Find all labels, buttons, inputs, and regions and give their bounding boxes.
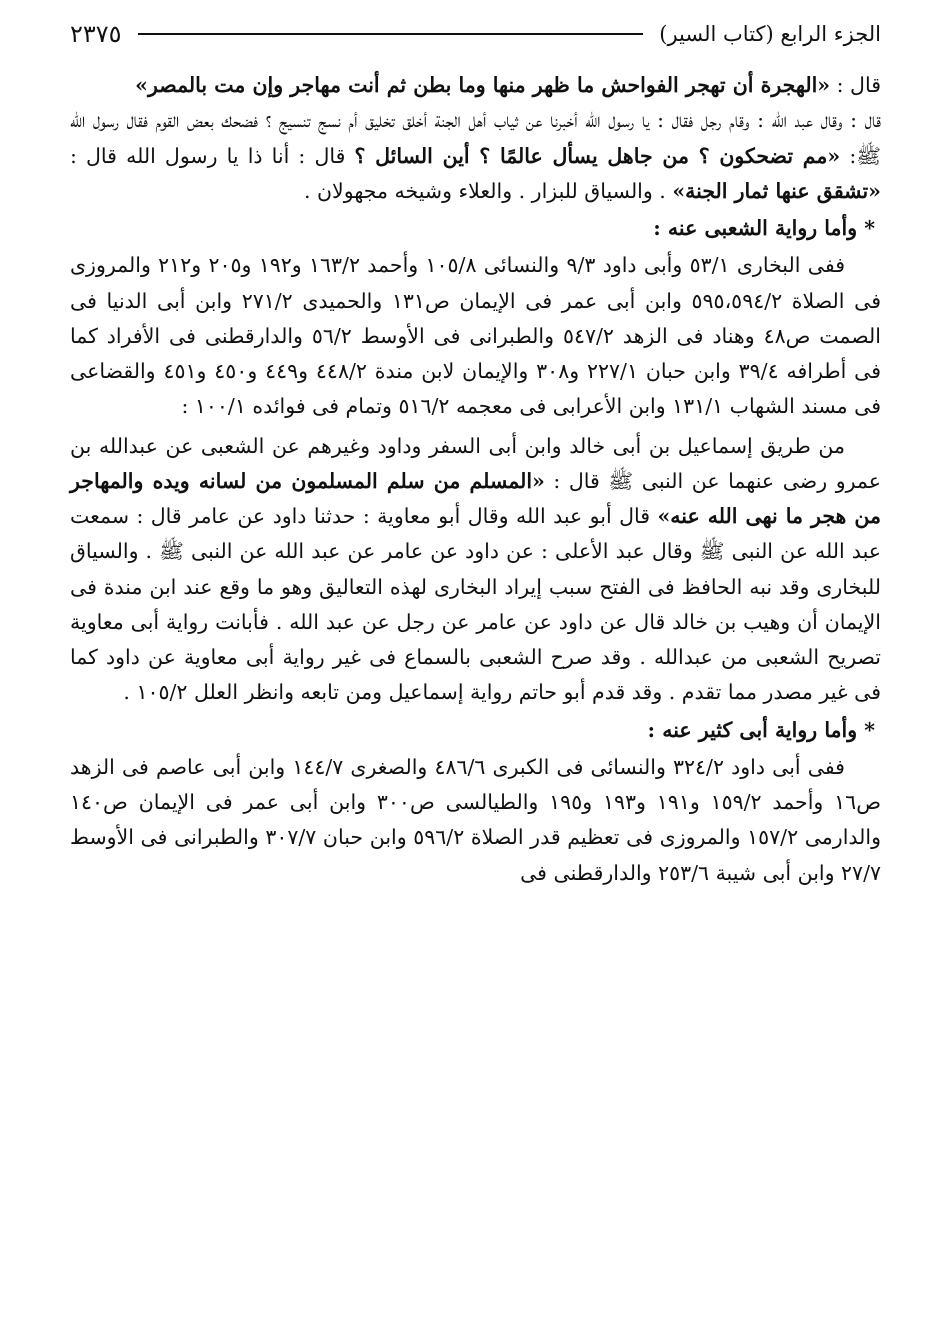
- section-heading-abi-kathir: * وأما رواية أبى كثير عنه :: [647, 717, 875, 742]
- section-heading-shabi: * وأما رواية الشعبى عنه :: [653, 216, 875, 240]
- hadith-quote: «مم تضحكون ؟ من جاهل يسأل عالمًا ؟ أين السائل ؟: [354, 143, 841, 168]
- text-segment: من طريق إسماعيل بن أبى خالد وابن أبى السفر وداود وغيرهم عن الشعبى عن عبدالله بن عمرو رضى عنهما عن النبى ﷺ قال :: [70, 433, 881, 493]
- body-text: [70, 68, 881, 891]
- paragraph-hijra-hadith: [70, 68, 881, 103]
- page-number: ٢٣٧٥: [70, 20, 122, 48]
- header-rule: [138, 33, 644, 35]
- hadith-quote: «المسلم من سلم المسلمون من لسانه ويده والمهاجر من هجر ما نهى الله عنه»: [70, 468, 881, 528]
- page-header: [70, 14, 881, 54]
- text-segment: . والسياق للبزار . والعلاء وشيخه مجهولان .: [303, 178, 673, 203]
- paragraph-shabi-sources: ففى البخارى ٥٣/١ وأبى داود ٩/٣ والنسائى ١٠٥/٨ وأحمد ١٦٣/٢ و١٩٢ و٢٠٥ و٢١٢ والمروزى فى الصلاة ٥٩٥،٥٩٤/٢ وابن أبى عمر فى الإيمان ص١٣١ والحميدى ٢٧١/٢ وابن أبى الدنيا فى الصمت ص٤٨ وهناد فى الزهد ٥٤٧/٢ والطبرانى فى الأوسط ٥٦/٢ والدارقطنى فى الأفراد كما فى أطرافه ٣٩/٤ وابن حبان ٢٢٧/١ و٣٠٨ والإيمان لابن مندة ٤٤٨/٢ و٤٤٩ و٤٥٠ و٤٥١ والقضاعى فى مسند الشهاب ١٣١/١ وابن الأعرابى فى معجمه ٥١٦/٢ وتمام فى فوائده ١٠٠/١ :: [70, 253, 882, 419]
- paragraph-abi-kathir-sources: ففى أبى داود ٣٢٤/٢ والنسائى فى الكبرى ٤٨٦/٦ والصغرى ١٤٤/٧ وابن أبى عاصم فى الزهد ص١٦ وأحمد ١٥٩/٢ و١٩١ و١٩٣ و١٩٥ والطيالسى ص٣٠٠ وابن أبى عمر فى الإيمان ص١٤٠ والدارمى ١٥٧/٢ والمروزى فى تعظيم قدر الصلاة ٥٩٦/٢ وابن حبان ٣٠٧/٧ والطبرانى فى الأوسط ٢٧/٧ وابن أبى شيبة ٢٥٣/٦ والدارقطنى فى: [70, 754, 881, 885]
- paragraph-garments-hadith: [70, 103, 881, 209]
- hadith-quote: «الهجرة أن تهجر الفواحش ما ظهر منها وما بطن ثم أنت مهاجر وإن مت بالمصر»: [135, 73, 831, 97]
- text-segment: قال : وقال عبد الله : وقام رجل فقال : يا رسول الله أخبرنا عن ثياب أهل الجنة أخلق تخليق أم نسج تنسيج ؟ فضحك بعض القوم فقال رسول الله ﷺ:: [70, 108, 882, 168]
- text-segment: قال أبو عبد الله وقال أبو معاوية : حدثنا داود عن عامر قال : سمعت عبد الله عن النبى ﷺ وقال عبد الأعلى : عن داود عن عامر عن عبد الله عن النبى ﷺ . والسياق للبخارى وقد نبه الحافظ فى الفتح سبب إيراد البخارى لهذه التعاليق وهو ما وقع عند ابن مندة فى الإيمان أن وهيب بن خالد قال عن داود عن عامر عن رجل عن عبد الله . فأبانت رواية أبى معاوية تصريح الشعبى من عبدالله . وقد صرح الشعبى بالسماع فى غير رواية أبى معاوية عن داود كما فى غير مصدر مما تقدم . وقد قدم أبو حاتم رواية إسماعيل ومن تابعه وانظر العلل ١٠٥/٢ .: [70, 504, 881, 705]
- paragraph-shabi-chain: [70, 429, 881, 711]
- text-segment: قال :: [830, 73, 881, 97]
- hadith-quote: «تشقق عنها ثمار الجنة»: [672, 178, 881, 203]
- running-title: الجزء الرابع (كتاب السير): [659, 22, 881, 46]
- text-segment: قال : أنا ذا يا رسول الله قال :: [70, 143, 355, 168]
